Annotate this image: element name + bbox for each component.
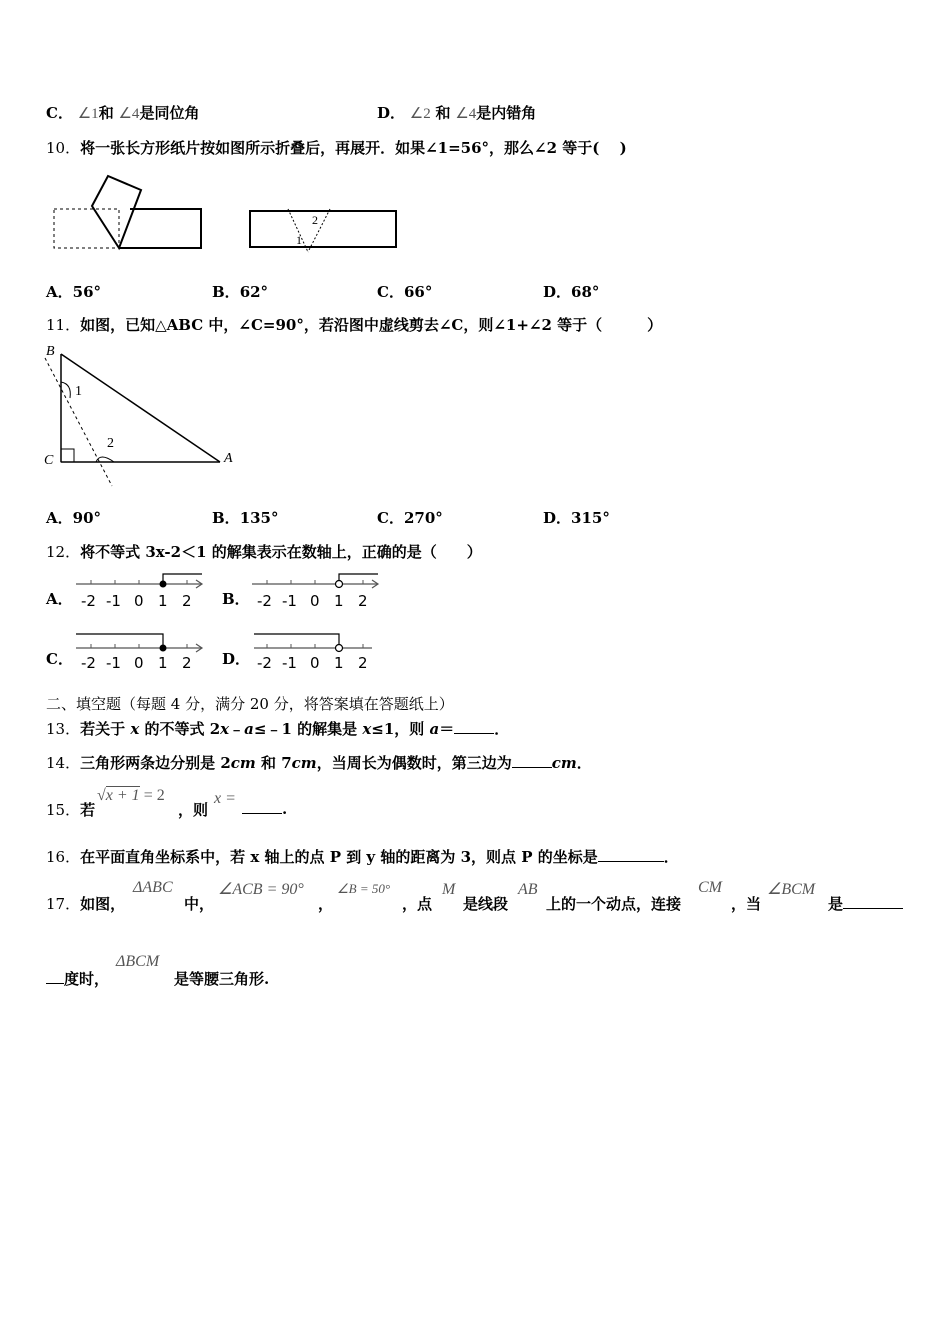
option-value: 62° (239, 283, 269, 301)
question-text: ＝ (439, 720, 455, 738)
question-text: 度时， (64, 970, 110, 988)
q12-option-c-label: C． (46, 650, 73, 668)
answer-blank[interactable] (598, 847, 664, 862)
question-text: 若 (80, 801, 96, 819)
question-text: 将一张长方形纸片按如图所示折叠后，再展开．如果∠1=56°，那么∠2 等于( ) (80, 139, 627, 157)
q11-option-a (46, 507, 101, 528)
math-triangle-bcm: ΔBCM (116, 953, 160, 970)
option-value: 270° (403, 509, 443, 527)
math-triangle-abc: ΔABC (133, 879, 173, 896)
variable-expression: x = (214, 790, 236, 807)
question-text: . (282, 800, 288, 818)
option-text: 是内错角 (476, 104, 537, 122)
question-number: 14． (46, 754, 81, 772)
variable: x (220, 720, 230, 738)
question-text: ，当 (731, 895, 762, 913)
question-text: 如图，已知△ABC 中，∠C=90°，若沿图中虚线剪去∠C，则∠1+∠2 等于（ ） (80, 316, 663, 334)
variable: x (362, 720, 372, 738)
question-text: 的不等式 2 (139, 720, 221, 738)
answer-blank-continued[interactable] (46, 969, 64, 984)
question-text: 若关于 (80, 720, 131, 738)
q9-option-c (46, 102, 199, 123)
equation-value: = 2 (139, 787, 165, 804)
question-10 (46, 137, 627, 158)
question-number: 17． (46, 895, 81, 913)
question-15 (46, 799, 95, 820)
question-text: 如图， (80, 895, 126, 913)
q12-numberline-d (252, 630, 382, 675)
question-text: ，点 (402, 895, 433, 913)
tick-label: 1 (334, 654, 344, 672)
q12-numberline-a (74, 570, 214, 615)
q11-triangle-figure (40, 340, 250, 490)
section-heading: 二、填空题（每题 4 分，满分 20 分，将答案填在答题纸上） (46, 695, 454, 713)
question-text: ，当周长为偶数时，第三边为 (316, 754, 512, 772)
vertex-a-label: A (224, 451, 233, 466)
question-14 (46, 752, 592, 773)
question-text: ≤﹣1 的解集是 (253, 720, 363, 738)
option-text: 和 (98, 104, 114, 122)
variable: a (244, 720, 254, 738)
sqrt-expression (97, 787, 165, 805)
question-text: 中， (184, 895, 215, 913)
q10-option-a (46, 281, 101, 302)
variable: x (130, 720, 140, 738)
tick-label: -1 (282, 654, 297, 672)
question-17-line2 (46, 968, 109, 989)
tick-label: -1 (106, 592, 121, 610)
option-label: B． (212, 283, 240, 301)
option-value: 90° (72, 509, 102, 527)
q12-option-b-label: B． (222, 590, 250, 608)
q12-numberline-b (250, 570, 390, 615)
tick-label: 2 (182, 654, 192, 672)
q10-figure (50, 172, 410, 257)
tick-label: -1 (282, 592, 297, 610)
tick-label: 2 (358, 592, 368, 610)
question-text: 上的一个动点，连接 (546, 895, 682, 913)
question-15-tail (178, 799, 208, 820)
tick-label: -2 (257, 592, 272, 610)
option-label: A． (46, 509, 73, 527)
variable: a (429, 720, 440, 738)
question-16 (46, 846, 679, 867)
tick-label: 0 (134, 592, 144, 610)
tick-label: -2 (81, 654, 96, 672)
question-number: 11． (46, 316, 81, 334)
math-angle-b: ∠B = 50° (337, 881, 391, 896)
angle-label: ∠4 (455, 106, 477, 122)
tick-label: 2 (182, 592, 192, 610)
question-13 (46, 718, 509, 739)
question-text: ． (494, 720, 510, 738)
q12-option-d-label: D． (222, 650, 251, 668)
tick-label: -2 (257, 654, 272, 672)
angle-1-label: 1 (75, 384, 82, 399)
question-text: 是等腰三角形. (174, 970, 270, 988)
option-label: D． (543, 283, 572, 301)
question-number: 10． (46, 139, 81, 157)
option-value: 56° (72, 283, 102, 301)
unit: cm (551, 754, 577, 772)
question-text: 在平面直角坐标系中，若 x 轴上的点 P 到 y 轴的距离为 3，则点 P 的坐标是 (80, 848, 598, 866)
question-text: 是 (828, 895, 844, 913)
tick-label: -1 (106, 654, 121, 672)
question-number: 16． (46, 848, 81, 866)
question-17-blank (828, 893, 903, 914)
q10-option-c (377, 281, 432, 302)
question-text: ． (576, 754, 592, 772)
math-point-m: M (442, 881, 456, 898)
math-angle-acb: ∠ACB = 90° (218, 881, 304, 898)
option-label: B． (212, 509, 240, 527)
question-text: ≤1，则 (371, 720, 430, 738)
question-text: ． (663, 848, 679, 866)
answer-blank[interactable] (454, 719, 494, 734)
option-label: C． (377, 509, 404, 527)
question-number: 12． (46, 543, 81, 561)
q11-option-c (377, 507, 443, 528)
vertex-b-label: B (46, 344, 55, 359)
angle-2-label: 2 (107, 436, 114, 451)
question-number: 15． (46, 801, 81, 819)
angle-label: ∠1 (77, 106, 99, 122)
angle-label: ∠4 (118, 106, 140, 122)
option-value: 135° (239, 509, 279, 527)
question-11 (46, 314, 662, 335)
vertex-c-label: C (44, 453, 54, 468)
q9-option-d (377, 102, 536, 123)
option-text: 是同位角 (139, 104, 200, 122)
q10-option-b (212, 281, 268, 302)
option-label: D． (543, 509, 572, 527)
math-angle-bcm: ∠BCM (767, 881, 816, 898)
question-text: 三角形两条边分别是 2 (80, 754, 231, 772)
tick-label: 0 (310, 592, 320, 610)
tick-label: 2 (358, 654, 368, 672)
q12-option-a-label: A． (46, 590, 73, 608)
tick-label: 0 (134, 654, 144, 672)
unit: cm (291, 754, 317, 772)
question-text: ，则 (178, 801, 209, 819)
unit: cm (230, 754, 256, 772)
angle-label: ∠2 (409, 106, 431, 122)
q11-option-b (212, 507, 279, 528)
answer-blank[interactable] (242, 799, 282, 814)
option-value: 66° (403, 283, 433, 301)
answer-blank[interactable] (843, 894, 903, 909)
angle-2-label: 2 (312, 213, 318, 227)
question-number: 13． (46, 720, 81, 738)
q12-numberline-c (74, 630, 214, 675)
question-12 (46, 541, 482, 562)
tick-label: 1 (158, 592, 168, 610)
option-value: 315° (571, 509, 610, 527)
option-text: 和 (435, 104, 451, 122)
math-segment-cm: CM (698, 879, 722, 896)
question-15-blank (242, 799, 287, 818)
question-text: ， (318, 895, 334, 913)
option-label: C． (46, 104, 73, 122)
question-text: 将不等式 3x-2＜1 的解集表示在数轴上，正确的是（ ） (80, 543, 482, 561)
option-label: D． (377, 104, 406, 122)
answer-blank[interactable] (512, 753, 552, 768)
tick-label: 0 (310, 654, 320, 672)
question-text: 和 7 (255, 754, 292, 772)
tick-label: 1 (158, 654, 168, 672)
option-label: C． (377, 283, 404, 301)
math-segment-ab: AB (518, 881, 538, 898)
tick-label: -2 (81, 592, 96, 610)
q10-option-d (543, 281, 599, 302)
question-17-start (46, 893, 125, 914)
radicand: x + 1 (105, 787, 140, 804)
option-value: 68° (571, 283, 600, 301)
option-label: A． (46, 283, 73, 301)
sqrt-icon: √ (97, 787, 106, 804)
q11-option-d (543, 507, 610, 528)
angle-1-label: 1 (296, 233, 302, 247)
question-text: 是线段 (463, 895, 509, 913)
tick-label: 1 (334, 592, 344, 610)
question-text: ﹣ (229, 720, 245, 738)
